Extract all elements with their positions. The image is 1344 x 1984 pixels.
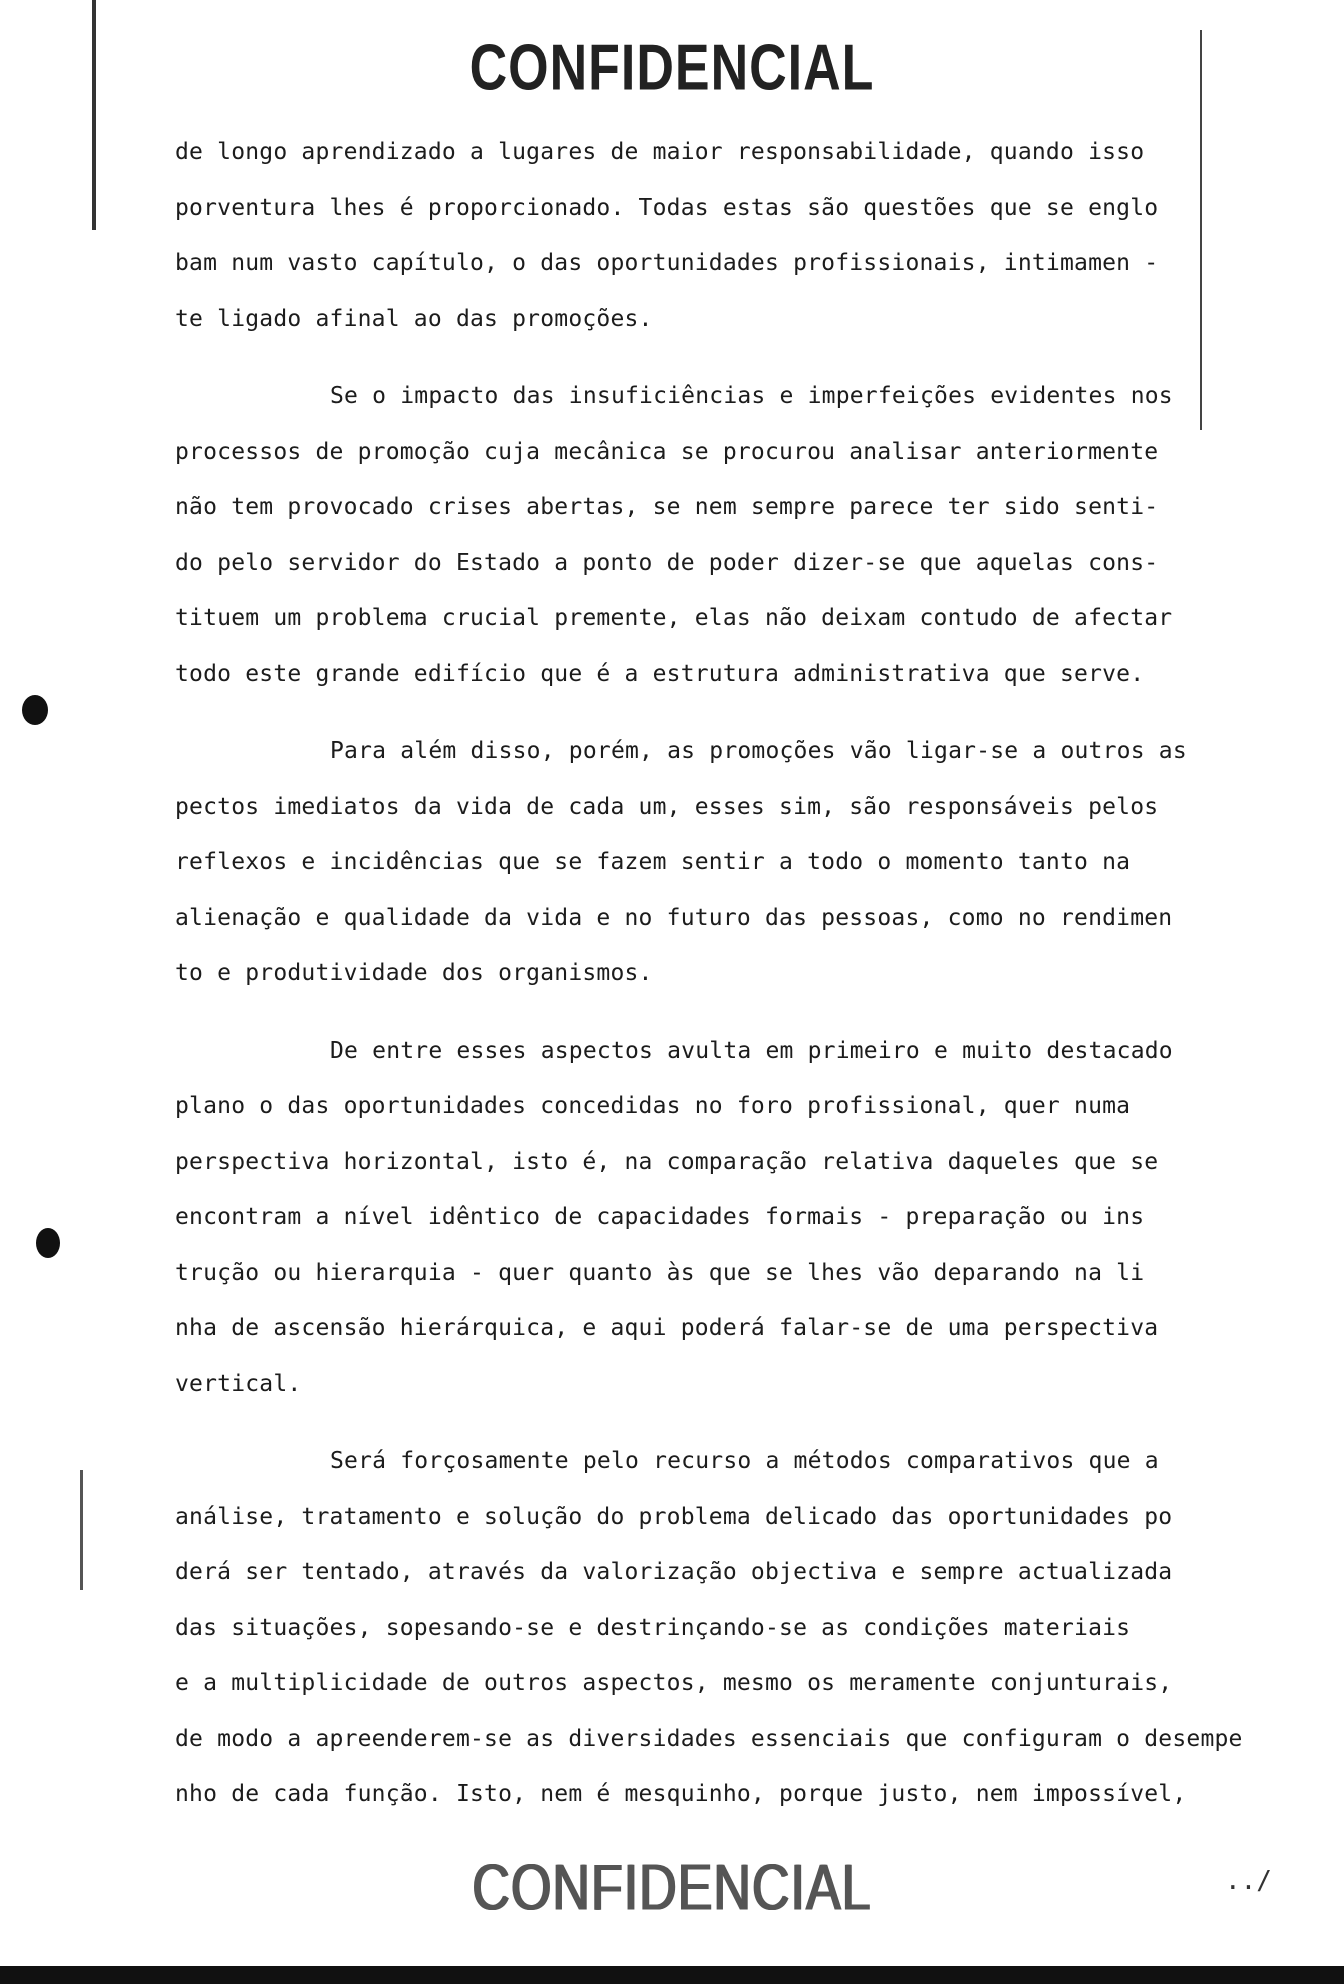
text-line: análise, tratamento e solução do problema delicado das oportunidades po (175, 1503, 1173, 1530)
text-line: tituem um problema crucial premente, elas não deixam contudo de afectar (175, 605, 1173, 631)
text-line: Se o impacto das insuficiências e imperfeições evidentes nos (330, 383, 1173, 409)
text-line: perspectiva horizontal, isto é, na comparação relativa daqueles que se (175, 1148, 1159, 1175)
text-line: to e produtividade dos organismos. (175, 960, 653, 986)
paragraph (175, 125, 1295, 347)
text-line: plano o das oportunidades concedidas no foro profissional, quer numa (175, 1093, 1131, 1119)
text-line: reflexos e incidências que se fazem sentir a todo o momento tanto na (175, 849, 1131, 875)
paragraph-gap (175, 702, 1295, 724)
text-line: todo este grande edifício que é a estrutura administrativa que serve. (175, 660, 1145, 687)
paragraph-gap (175, 347, 1295, 369)
text-line: De entre esses aspectos avulta em primeiro e muito destacado (330, 1037, 1173, 1064)
paragraph (175, 1434, 1295, 1823)
text-line: te ligado afinal ao das promoções. (175, 305, 653, 332)
paragraph (175, 1024, 1295, 1413)
text-line: alienação e qualidade da vida e no futuro das pessoas, como no rendimen (175, 904, 1173, 931)
paragraph (175, 369, 1295, 702)
paragraph-gap (175, 1002, 1295, 1024)
text-line: trução ou hierarquia - quer quanto às que se lhes vão deparando na li (175, 1259, 1145, 1286)
text-line: bam num vasto capítulo, o das oportunidades profissionais, intimamen - (175, 250, 1159, 276)
margin-scan-mark (80, 1470, 83, 1590)
text-line: do pelo servidor do Estado a ponto de poder dizer-se que aquelas cons- (175, 549, 1159, 576)
text-line: das situações, sopesando-se e destrinçando-se as condições materiais (175, 1614, 1131, 1641)
continuation-mark: ../ (1225, 1866, 1272, 1896)
text-line: porventura lhes é proporcionado. Todas estas são questões que se englo (175, 194, 1159, 221)
text-line: derá ser tentado, através da valorização objectiva e sempre actualizada (175, 1559, 1173, 1585)
ink-blot (22, 695, 48, 725)
text-line: Para além disso, porém, as promoções vão ligar-se a outros as (330, 738, 1187, 764)
ink-blot (36, 1228, 60, 1258)
text-line: processos de promoção cuja mecânica se procurou analisar anteriormente (175, 438, 1159, 465)
document-body (175, 125, 1295, 1823)
text-line: não tem provocado crises abertas, se nem sempre parece ter sido senti- (175, 494, 1159, 520)
text-line: nha de ascensão hierárquica, e aqui poderá falar-se de uma perspectiva (175, 1315, 1159, 1341)
confidential-stamp-bottom: CONFIDENCIAL (472, 1851, 872, 1925)
text-line: encontram a nível idêntico de capacidades formais - preparação ou ins (175, 1204, 1145, 1230)
paragraph (175, 724, 1295, 1002)
text-line: de longo aprendizado a lugares de maior responsabilidade, quando isso (175, 139, 1145, 165)
text-line: pectos imediatos da vida de cada um, esses sim, são responsáveis pelos (175, 793, 1159, 820)
text-line: de modo a apreenderem-se as diversidades essenciais que configuram o desempe (175, 1725, 1243, 1752)
confidential-stamp-top: CONFIDENCIAL (469, 31, 875, 105)
text-line: Será forçosamente pelo recurso a métodos comparativos que a (330, 1448, 1159, 1474)
text-line: vertical. (175, 1370, 302, 1397)
paragraph-gap (175, 1412, 1295, 1434)
text-line: e a multiplicidade de outros aspectos, mesmo os meramente conjunturais, (175, 1670, 1173, 1696)
text-line: nho de cada função. Isto, nem é mesquinho, porque justo, nem impossível, (175, 1781, 1187, 1807)
scan-edge (0, 1966, 1344, 1984)
